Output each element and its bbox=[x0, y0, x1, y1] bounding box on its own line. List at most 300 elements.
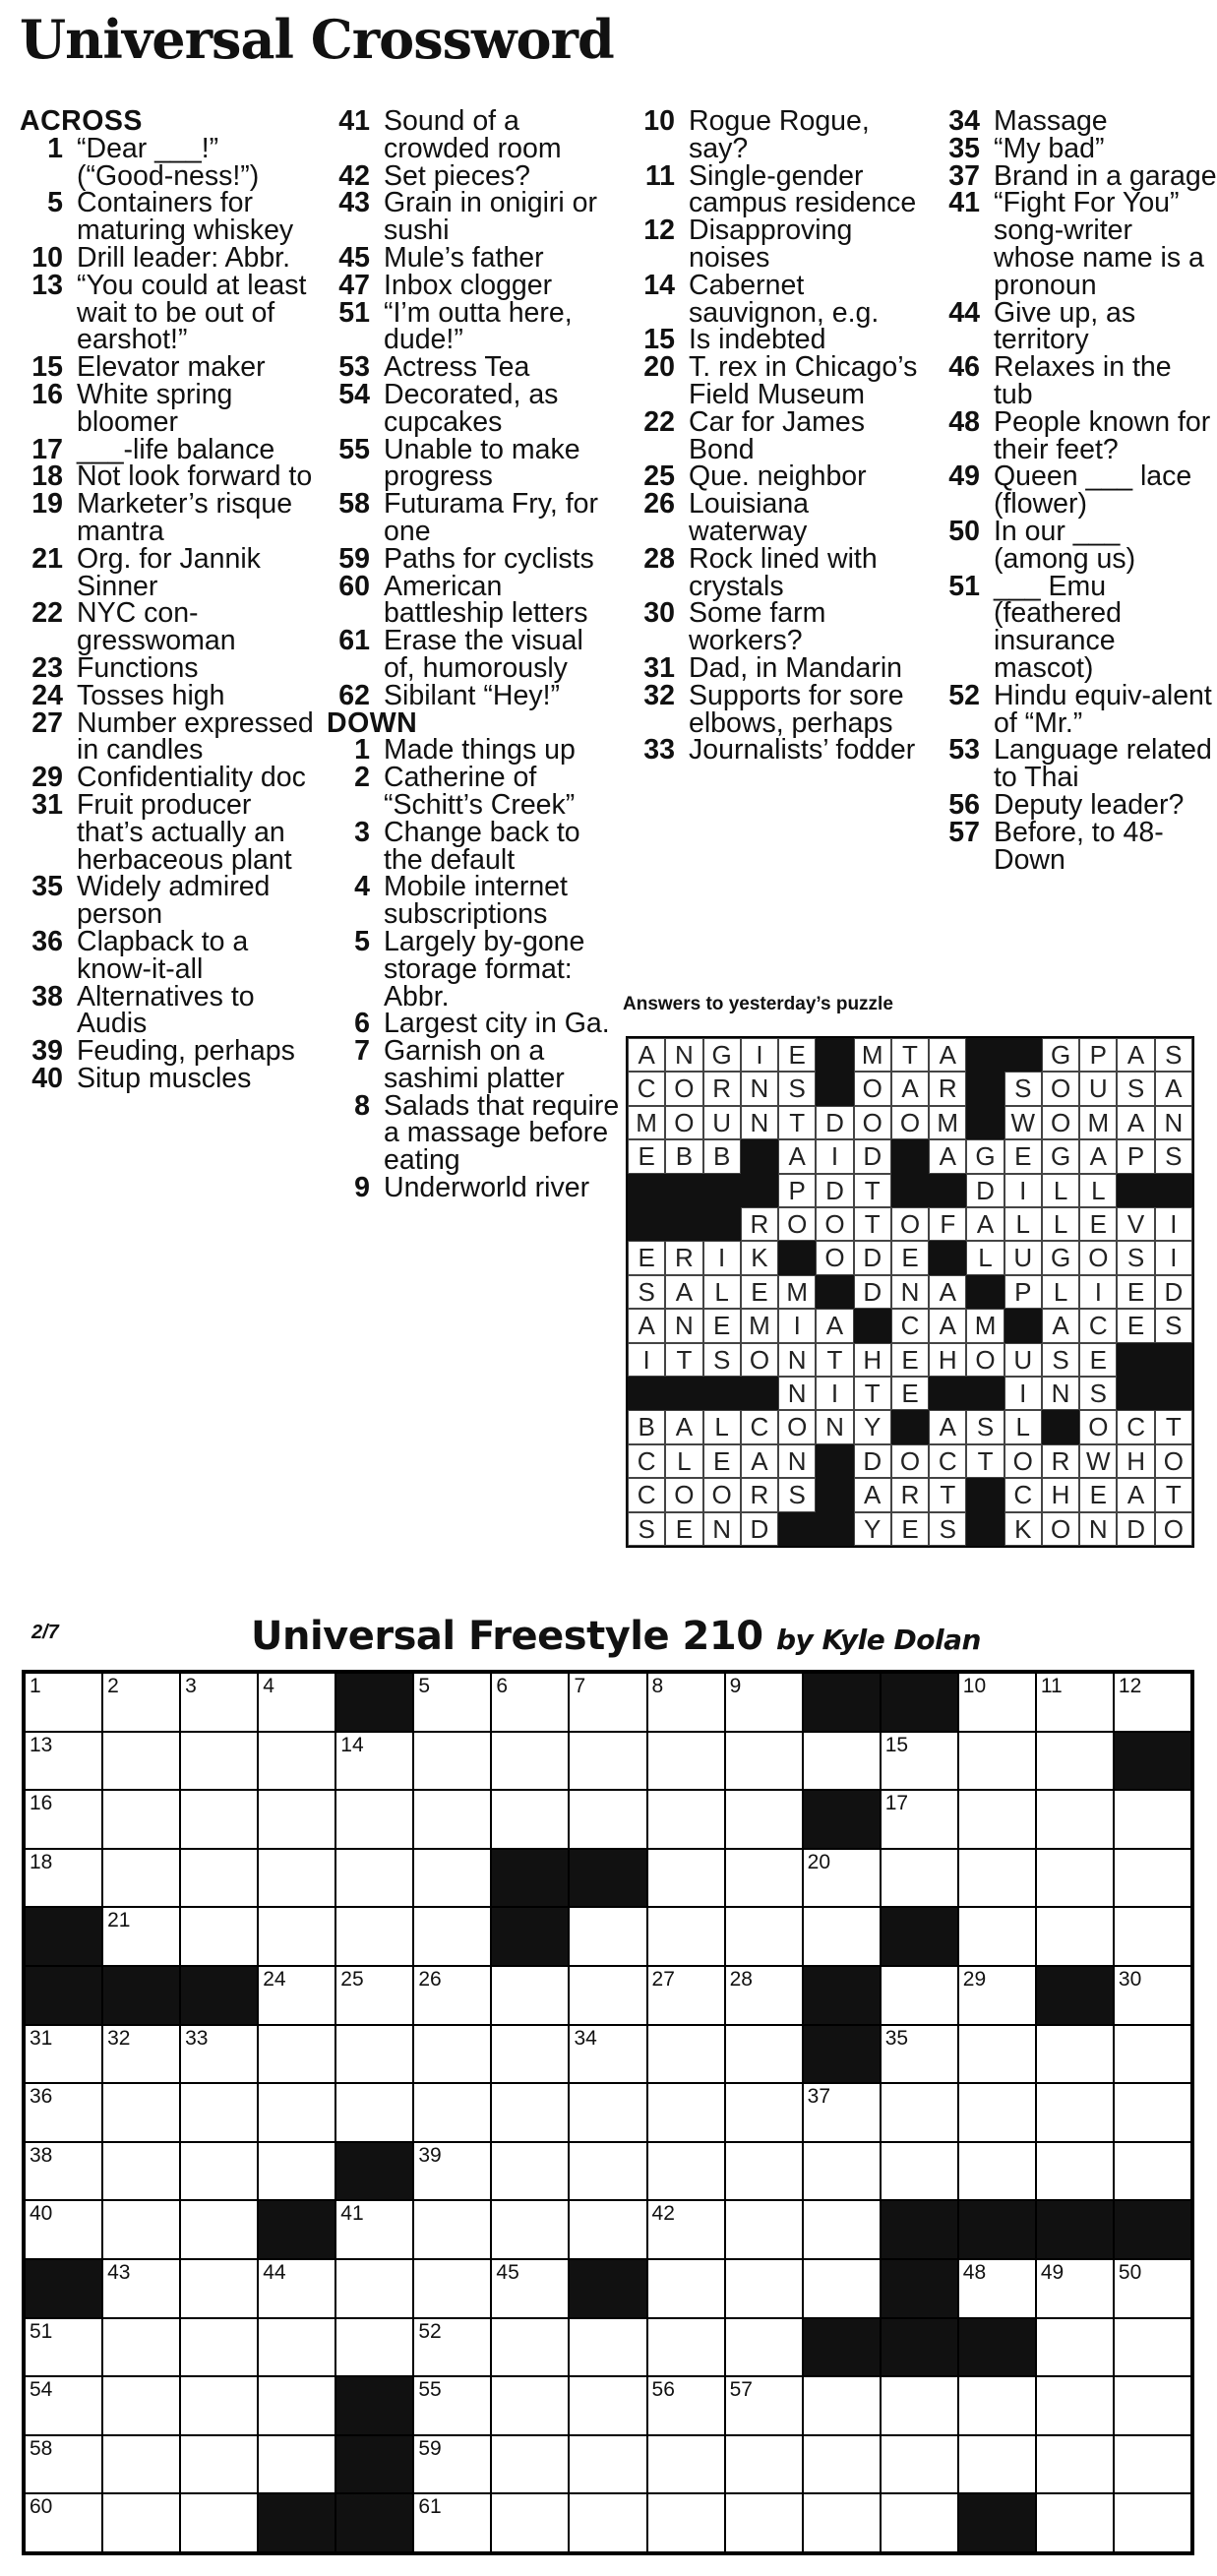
grid-cell[interactable] bbox=[958, 2083, 1036, 2142]
grid-cell[interactable] bbox=[491, 1966, 569, 2025]
grid-cell[interactable] bbox=[491, 2259, 569, 2318]
grid-cell[interactable] bbox=[647, 1673, 725, 1732]
grid-cell[interactable] bbox=[180, 2142, 258, 2201]
grid-cell[interactable] bbox=[1036, 2025, 1114, 2084]
answer-cell: L bbox=[665, 1444, 702, 1478]
clue-column-2 bbox=[327, 105, 622, 1204]
grid-cell-number: 6 bbox=[496, 1675, 509, 1697]
grid-cell[interactable] bbox=[102, 1673, 180, 1732]
grid-cell[interactable] bbox=[180, 2435, 258, 2494]
grid-black-square bbox=[491, 1907, 569, 1966]
answer-cell: D bbox=[1117, 1512, 1154, 1546]
grid-cell[interactable] bbox=[180, 1732, 258, 1791]
grid-cell[interactable] bbox=[335, 1849, 413, 1908]
grid-cell[interactable] bbox=[335, 2200, 413, 2259]
grid-cell[interactable] bbox=[491, 2376, 569, 2435]
grid-cell[interactable] bbox=[803, 2142, 881, 2201]
grid-cell[interactable] bbox=[491, 1790, 569, 1849]
clue-number: 42 bbox=[338, 159, 370, 192]
clue-text: NYC con-gresswoman bbox=[77, 597, 236, 657]
grid-cell[interactable] bbox=[180, 1790, 258, 1849]
answer-cell: S bbox=[1117, 1241, 1154, 1274]
grid-cell[interactable] bbox=[647, 1907, 725, 1966]
answer-cell: L bbox=[1004, 1410, 1042, 1443]
grid-cell[interactable] bbox=[1036, 2493, 1114, 2552]
answer-cell: E bbox=[741, 1275, 778, 1309]
grid-cell[interactable] bbox=[1036, 1732, 1114, 1791]
grid-cell[interactable] bbox=[180, 2259, 258, 2318]
grid-cell[interactable] bbox=[258, 2318, 335, 2377]
grid-cell[interactable] bbox=[1114, 2142, 1191, 2201]
grid-cell[interactable] bbox=[25, 1790, 102, 1849]
grid-cell[interactable] bbox=[881, 2493, 958, 2552]
clue-text: Not look forward to bbox=[77, 460, 313, 493]
grid-cell-number: 26 bbox=[418, 1968, 442, 1991]
grid-cell[interactable] bbox=[803, 2259, 881, 2318]
grid-cell-number: 56 bbox=[651, 2378, 675, 2402]
answer-cell: S bbox=[929, 1512, 966, 1546]
grid-cell[interactable] bbox=[803, 2083, 881, 2142]
clue-text: Confidentiality doc bbox=[77, 762, 306, 794]
clue-number: 49 bbox=[948, 460, 980, 493]
grid-cell[interactable] bbox=[102, 1790, 180, 1849]
grid-cell[interactable] bbox=[491, 2493, 569, 2552]
grid-cell[interactable] bbox=[491, 1732, 569, 1791]
grid-cell-number: 13 bbox=[30, 1733, 53, 1756]
grid-cell[interactable] bbox=[1036, 1790, 1114, 1849]
grid-cell[interactable] bbox=[413, 2025, 491, 2084]
grid-cell[interactable] bbox=[1036, 2318, 1114, 2377]
grid-cell[interactable] bbox=[881, 2025, 958, 2084]
grid-cell[interactable] bbox=[881, 2435, 958, 2494]
grid-cell[interactable] bbox=[335, 2318, 413, 2377]
grid-cell[interactable] bbox=[647, 2083, 725, 2142]
answer-cell: A bbox=[929, 1275, 966, 1309]
grid-cell[interactable] bbox=[569, 2318, 646, 2377]
clue-number: 6 bbox=[354, 1008, 370, 1040]
clue-text: Catherine of “Schitt’s Creek” bbox=[384, 762, 576, 821]
grid-cell[interactable] bbox=[881, 1966, 958, 2025]
grid-cell[interactable] bbox=[569, 2142, 646, 2201]
grid-cell[interactable] bbox=[180, 1849, 258, 1908]
grid-cell[interactable] bbox=[1114, 2318, 1191, 2377]
clue-text: Garnish on a sashimi platter bbox=[384, 1035, 565, 1094]
answer-cell: A bbox=[778, 1139, 816, 1173]
grid-cell[interactable] bbox=[569, 2083, 646, 2142]
grid-cell[interactable] bbox=[725, 2025, 803, 2084]
grid-cell[interactable] bbox=[102, 2318, 180, 2377]
grid-cell[interactable] bbox=[335, 1732, 413, 1791]
grid-cell[interactable] bbox=[25, 2318, 102, 2377]
answer-cell: I bbox=[1004, 1377, 1042, 1410]
grid-cell[interactable] bbox=[958, 1966, 1036, 2025]
grid-cell[interactable] bbox=[180, 2025, 258, 2084]
grid-cell[interactable] bbox=[413, 2318, 491, 2377]
grid-cell[interactable] bbox=[491, 1673, 569, 1732]
grid-cell[interactable] bbox=[491, 2142, 569, 2201]
grid-cell[interactable] bbox=[25, 1849, 102, 1908]
grid-cell[interactable] bbox=[647, 2376, 725, 2435]
grid-cell[interactable] bbox=[958, 1673, 1036, 1732]
clue-number: 19 bbox=[31, 488, 63, 521]
grid-cell[interactable] bbox=[258, 2435, 335, 2494]
grid-cell[interactable] bbox=[102, 1907, 180, 1966]
answer-cell: H bbox=[1042, 1478, 1079, 1511]
grid-cell[interactable] bbox=[725, 1673, 803, 1732]
grid-cell-number: 5 bbox=[418, 1675, 431, 1697]
grid-cell[interactable] bbox=[725, 1790, 803, 1849]
grid-cell[interactable] bbox=[725, 1732, 803, 1791]
answer-cell: O bbox=[816, 1241, 853, 1274]
grid-cell[interactable] bbox=[491, 2025, 569, 2084]
grid-cell[interactable] bbox=[725, 1907, 803, 1966]
clue-text: Sound of a crowded room bbox=[384, 105, 562, 164]
grid-cell[interactable] bbox=[881, 2142, 958, 2201]
grid-cell[interactable] bbox=[491, 2318, 569, 2377]
grid-cell-number: 16 bbox=[30, 1792, 53, 1815]
clue-item bbox=[20, 187, 315, 247]
grid-cell[interactable] bbox=[1114, 1849, 1191, 1908]
answer-cell: P bbox=[1079, 1038, 1117, 1072]
grid-cell[interactable] bbox=[25, 2493, 102, 2552]
grid-cell[interactable] bbox=[413, 2142, 491, 2201]
grid-cell[interactable] bbox=[958, 1849, 1036, 1908]
grid-cell[interactable] bbox=[803, 1907, 881, 1966]
answer-cell: E bbox=[1117, 1275, 1154, 1309]
answer-cell: E bbox=[628, 1139, 665, 1173]
answer-cell: C bbox=[1117, 1410, 1154, 1443]
grid-cell-number: 30 bbox=[1118, 1968, 1142, 1991]
grid-cell[interactable] bbox=[413, 2376, 491, 2435]
grid-black-square bbox=[1114, 2200, 1191, 2259]
clue-text: Futurama Fry, for one bbox=[384, 488, 599, 547]
grid-cell[interactable] bbox=[1114, 1966, 1191, 2025]
grid-cell[interactable] bbox=[881, 2083, 958, 2142]
grid-cell[interactable] bbox=[569, 2435, 646, 2494]
answer-cell: R bbox=[741, 1207, 778, 1241]
grid-cell[interactable] bbox=[958, 1732, 1036, 1791]
grid-cell[interactable] bbox=[803, 1849, 881, 1908]
grid-cell[interactable] bbox=[647, 2200, 725, 2259]
grid-cell[interactable] bbox=[569, 2200, 646, 2259]
clue-number: 22 bbox=[643, 405, 675, 438]
clue-text: Que. neighbor bbox=[689, 460, 867, 493]
grid-cell[interactable] bbox=[569, 2493, 646, 2552]
grid-cell[interactable] bbox=[725, 2493, 803, 2552]
grid-cell[interactable] bbox=[258, 1790, 335, 1849]
grid-black-square bbox=[958, 2318, 1036, 2377]
grid-cell[interactable] bbox=[25, 2200, 102, 2259]
grid-cell[interactable] bbox=[413, 1673, 491, 1732]
grid-cell[interactable] bbox=[102, 2142, 180, 2201]
answer-cell: E bbox=[891, 1343, 929, 1377]
answer-cell: R bbox=[1042, 1444, 1079, 1478]
grid-cell[interactable] bbox=[725, 1849, 803, 1908]
answer-cell: O bbox=[1079, 1241, 1117, 1274]
grid-cell[interactable] bbox=[25, 1732, 102, 1791]
grid-cell[interactable] bbox=[102, 2200, 180, 2259]
grid-cell[interactable] bbox=[1036, 1907, 1114, 1966]
clue-text: Tosses high bbox=[77, 679, 225, 711]
grid-cell[interactable] bbox=[413, 2259, 491, 2318]
answer-cell: G bbox=[966, 1139, 1004, 1173]
grid-cell[interactable] bbox=[258, 1849, 335, 1908]
grid-cell[interactable] bbox=[102, 2493, 180, 2552]
grid-cell[interactable] bbox=[335, 1966, 413, 2025]
clue-text: Change back to the default bbox=[384, 816, 580, 876]
clue-item bbox=[327, 378, 622, 438]
grid-cell[interactable] bbox=[1036, 1849, 1114, 1908]
grid-cell[interactable] bbox=[1114, 1673, 1191, 1732]
clue-item bbox=[327, 762, 622, 821]
grid-cell[interactable] bbox=[647, 1966, 725, 2025]
clue-number: 31 bbox=[643, 651, 675, 684]
grid-cell[interactable] bbox=[569, 2376, 646, 2435]
grid-cell[interactable] bbox=[180, 1907, 258, 1966]
grid-cell[interactable] bbox=[180, 2318, 258, 2377]
grid-cell[interactable] bbox=[1036, 2435, 1114, 2494]
grid-cell[interactable] bbox=[1114, 2083, 1191, 2142]
grid-cell[interactable] bbox=[180, 2376, 258, 2435]
grid-cell[interactable] bbox=[569, 2025, 646, 2084]
grid-cell[interactable] bbox=[881, 1849, 958, 1908]
answer-cell: S bbox=[1117, 1072, 1154, 1105]
grid-cell[interactable] bbox=[1114, 2493, 1191, 2552]
grid-cell[interactable] bbox=[25, 2142, 102, 2201]
grid-cell[interactable] bbox=[958, 1907, 1036, 1966]
grid-cell[interactable] bbox=[413, 2083, 491, 2142]
grid-cell[interactable] bbox=[102, 1849, 180, 1908]
grid-cell[interactable] bbox=[725, 2259, 803, 2318]
grid-cell[interactable] bbox=[258, 2142, 335, 2201]
grid-cell[interactable] bbox=[25, 2025, 102, 2084]
grid-cell[interactable] bbox=[647, 1790, 725, 1849]
grid-cell[interactable] bbox=[258, 1907, 335, 1966]
answer-cell: O bbox=[778, 1207, 816, 1241]
grid-cell[interactable] bbox=[491, 2435, 569, 2494]
grid-cell[interactable] bbox=[803, 2376, 881, 2435]
grid-cell[interactable] bbox=[335, 2025, 413, 2084]
grid-cell[interactable] bbox=[102, 1732, 180, 1791]
grid-cell[interactable] bbox=[258, 2083, 335, 2142]
answer-cell: O bbox=[891, 1444, 929, 1478]
grid-cell[interactable] bbox=[1036, 1673, 1114, 1732]
grid-cell[interactable] bbox=[1036, 2259, 1114, 2318]
clue-number: 54 bbox=[338, 378, 370, 410]
clue-text: Dad, in Mandarin bbox=[689, 651, 903, 684]
clue-text: Erase the visual of, humorously bbox=[384, 625, 583, 684]
grid-cell[interactable] bbox=[180, 2200, 258, 2259]
grid-cell[interactable] bbox=[1036, 2376, 1114, 2435]
grid-cell[interactable] bbox=[258, 2376, 335, 2435]
clue-text: Rock lined with crystals bbox=[689, 542, 878, 602]
grid-cell[interactable] bbox=[569, 1790, 646, 1849]
answer-cell: S bbox=[1042, 1343, 1079, 1377]
grid-cell[interactable] bbox=[413, 1966, 491, 2025]
grid-cell[interactable] bbox=[725, 1966, 803, 2025]
grid-cell[interactable] bbox=[958, 1790, 1036, 1849]
answer-cell: A bbox=[741, 1444, 778, 1478]
grid-cell[interactable] bbox=[413, 2200, 491, 2259]
grid-cell[interactable] bbox=[647, 2435, 725, 2494]
grid-cell[interactable] bbox=[335, 2259, 413, 2318]
grid-cell[interactable] bbox=[491, 2200, 569, 2259]
answer-black-square bbox=[891, 1410, 929, 1443]
grid-cell[interactable] bbox=[413, 1732, 491, 1791]
grid-cell-number: 15 bbox=[884, 1733, 909, 1756]
grid-cell[interactable] bbox=[25, 2376, 102, 2435]
grid-cell[interactable] bbox=[1114, 2259, 1191, 2318]
grid-cell[interactable] bbox=[413, 2493, 491, 2552]
grid-cell-number: 14 bbox=[340, 1733, 364, 1756]
grid-cell-number: 37 bbox=[807, 2085, 831, 2109]
answer-cell: Y bbox=[854, 1512, 891, 1546]
grid-cell[interactable] bbox=[413, 1790, 491, 1849]
clue-item bbox=[632, 159, 927, 219]
grid-cell[interactable] bbox=[569, 1966, 646, 2025]
grid-cell[interactable] bbox=[725, 2318, 803, 2377]
answer-cell: I bbox=[628, 1343, 665, 1377]
answer-cell: L bbox=[966, 1241, 1004, 1274]
grid-cell[interactable] bbox=[102, 2083, 180, 2142]
clue-item bbox=[20, 378, 315, 438]
grid-cell[interactable] bbox=[569, 1732, 646, 1791]
grid-cell[interactable] bbox=[958, 2025, 1036, 2084]
grid-cell[interactable] bbox=[180, 2493, 258, 2552]
grid-cell-number: 34 bbox=[574, 2026, 597, 2050]
grid-cell[interactable] bbox=[647, 1732, 725, 1791]
clue-item bbox=[20, 488, 315, 547]
answer-cell: I bbox=[703, 1241, 741, 1274]
clue-item bbox=[327, 105, 622, 164]
answer-cell: E bbox=[1004, 1139, 1042, 1173]
grid-cell[interactable] bbox=[1114, 2376, 1191, 2435]
grid-cell[interactable] bbox=[413, 1849, 491, 1908]
grid-cell[interactable] bbox=[335, 2083, 413, 2142]
grid-cell[interactable] bbox=[413, 1907, 491, 1966]
grid-cell[interactable] bbox=[258, 1673, 335, 1732]
answer-cell: P bbox=[778, 1174, 816, 1207]
answer-cell: D bbox=[816, 1106, 853, 1139]
grid-cell-number: 45 bbox=[496, 2261, 519, 2284]
grid-cell[interactable] bbox=[1036, 2142, 1114, 2201]
grid-cell[interactable] bbox=[1114, 1907, 1191, 1966]
grid-cell[interactable] bbox=[180, 2083, 258, 2142]
grid-cell[interactable] bbox=[102, 2025, 180, 2084]
answer-black-square bbox=[741, 1377, 778, 1410]
grid-cell[interactable] bbox=[335, 1790, 413, 1849]
clue-item bbox=[327, 1089, 622, 1177]
grid-cell[interactable] bbox=[647, 2259, 725, 2318]
grid-cell[interactable] bbox=[647, 2142, 725, 2201]
grid-cell[interactable] bbox=[803, 2493, 881, 2552]
grid-cell[interactable] bbox=[258, 1966, 335, 2025]
grid-cell[interactable] bbox=[725, 2200, 803, 2259]
grid-cell[interactable] bbox=[647, 1849, 725, 1908]
grid-cell[interactable] bbox=[958, 2142, 1036, 2201]
grid-cell[interactable] bbox=[102, 2259, 180, 2318]
answer-black-square bbox=[966, 1275, 1004, 1309]
grid-cell[interactable] bbox=[803, 1732, 881, 1791]
answer-black-square bbox=[929, 1174, 966, 1207]
grid-black-square bbox=[1036, 1966, 1114, 2025]
grid-cell[interactable] bbox=[647, 2318, 725, 2377]
grid-cell[interactable] bbox=[958, 2435, 1036, 2494]
clue-item bbox=[937, 816, 1217, 876]
grid-cell[interactable] bbox=[258, 2259, 335, 2318]
grid-cell[interactable] bbox=[725, 2376, 803, 2435]
grid-cell-number: 4 bbox=[263, 1675, 274, 1697]
answer-cell: M bbox=[741, 1309, 778, 1342]
grid-cell[interactable] bbox=[1114, 1790, 1191, 1849]
answer-cell: W bbox=[1079, 1444, 1117, 1478]
grid-cell[interactable] bbox=[725, 2435, 803, 2494]
answer-cell: D bbox=[966, 1174, 1004, 1207]
grid-cell[interactable] bbox=[569, 1673, 646, 1732]
clue-number: 31 bbox=[31, 788, 63, 821]
grid-cell[interactable] bbox=[335, 1907, 413, 1966]
grid-black-square bbox=[25, 1966, 102, 2025]
grid-cell[interactable] bbox=[25, 1673, 102, 1732]
grid-cell[interactable] bbox=[569, 1907, 646, 1966]
grid-cell[interactable] bbox=[647, 2025, 725, 2084]
grid-cell[interactable] bbox=[258, 1732, 335, 1791]
answer-cell: G bbox=[703, 1038, 741, 1072]
grid-cell[interactable] bbox=[958, 2376, 1036, 2435]
answer-black-square bbox=[628, 1207, 665, 1241]
clue-item bbox=[632, 105, 927, 164]
grid-cell[interactable] bbox=[25, 2435, 102, 2494]
grid-cell[interactable] bbox=[725, 2142, 803, 2201]
answer-cell: E bbox=[703, 1309, 741, 1342]
grid-cell[interactable] bbox=[881, 1790, 958, 1849]
clue-item bbox=[937, 570, 1217, 684]
grid-cell[interactable] bbox=[803, 2200, 881, 2259]
grid-cell[interactable] bbox=[258, 2025, 335, 2084]
grid-cell[interactable] bbox=[102, 2435, 180, 2494]
grid-cell[interactable] bbox=[491, 2083, 569, 2142]
clue-item bbox=[20, 679, 315, 711]
grid-black-square bbox=[958, 2493, 1036, 2552]
grid-cell[interactable] bbox=[647, 2493, 725, 2552]
grid-cell[interactable] bbox=[1114, 2435, 1191, 2494]
grid-cell[interactable] bbox=[958, 2259, 1036, 2318]
answer-cell: O bbox=[1042, 1072, 1079, 1105]
answers-label: Answers to yesterday’s puzzle bbox=[623, 994, 893, 1014]
clue-number: 36 bbox=[31, 925, 63, 957]
clue-number: 25 bbox=[643, 460, 675, 493]
clue-number: 47 bbox=[338, 269, 370, 301]
grid-cell[interactable] bbox=[102, 2376, 180, 2435]
answer-black-square bbox=[816, 1038, 853, 1072]
grid-cell-number: 20 bbox=[807, 1850, 831, 1873]
grid-cell[interactable] bbox=[725, 2083, 803, 2142]
grid-cell[interactable] bbox=[25, 2083, 102, 2142]
grid-cell[interactable] bbox=[881, 1732, 958, 1791]
answer-cell: S bbox=[1155, 1309, 1192, 1342]
grid-cell[interactable] bbox=[881, 2376, 958, 2435]
grid-cell[interactable] bbox=[413, 2435, 491, 2494]
grid-cell[interactable] bbox=[1036, 2083, 1114, 2142]
grid-cell[interactable] bbox=[180, 1673, 258, 1732]
clue-item bbox=[20, 762, 315, 794]
answer-cell: A bbox=[929, 1038, 966, 1072]
grid-cell[interactable] bbox=[1114, 2025, 1191, 2084]
answer-cell: L bbox=[1079, 1174, 1117, 1207]
grid-cell[interactable] bbox=[803, 2435, 881, 2494]
grid-black-square bbox=[881, 2200, 958, 2259]
grid-black-square bbox=[180, 1966, 258, 2025]
